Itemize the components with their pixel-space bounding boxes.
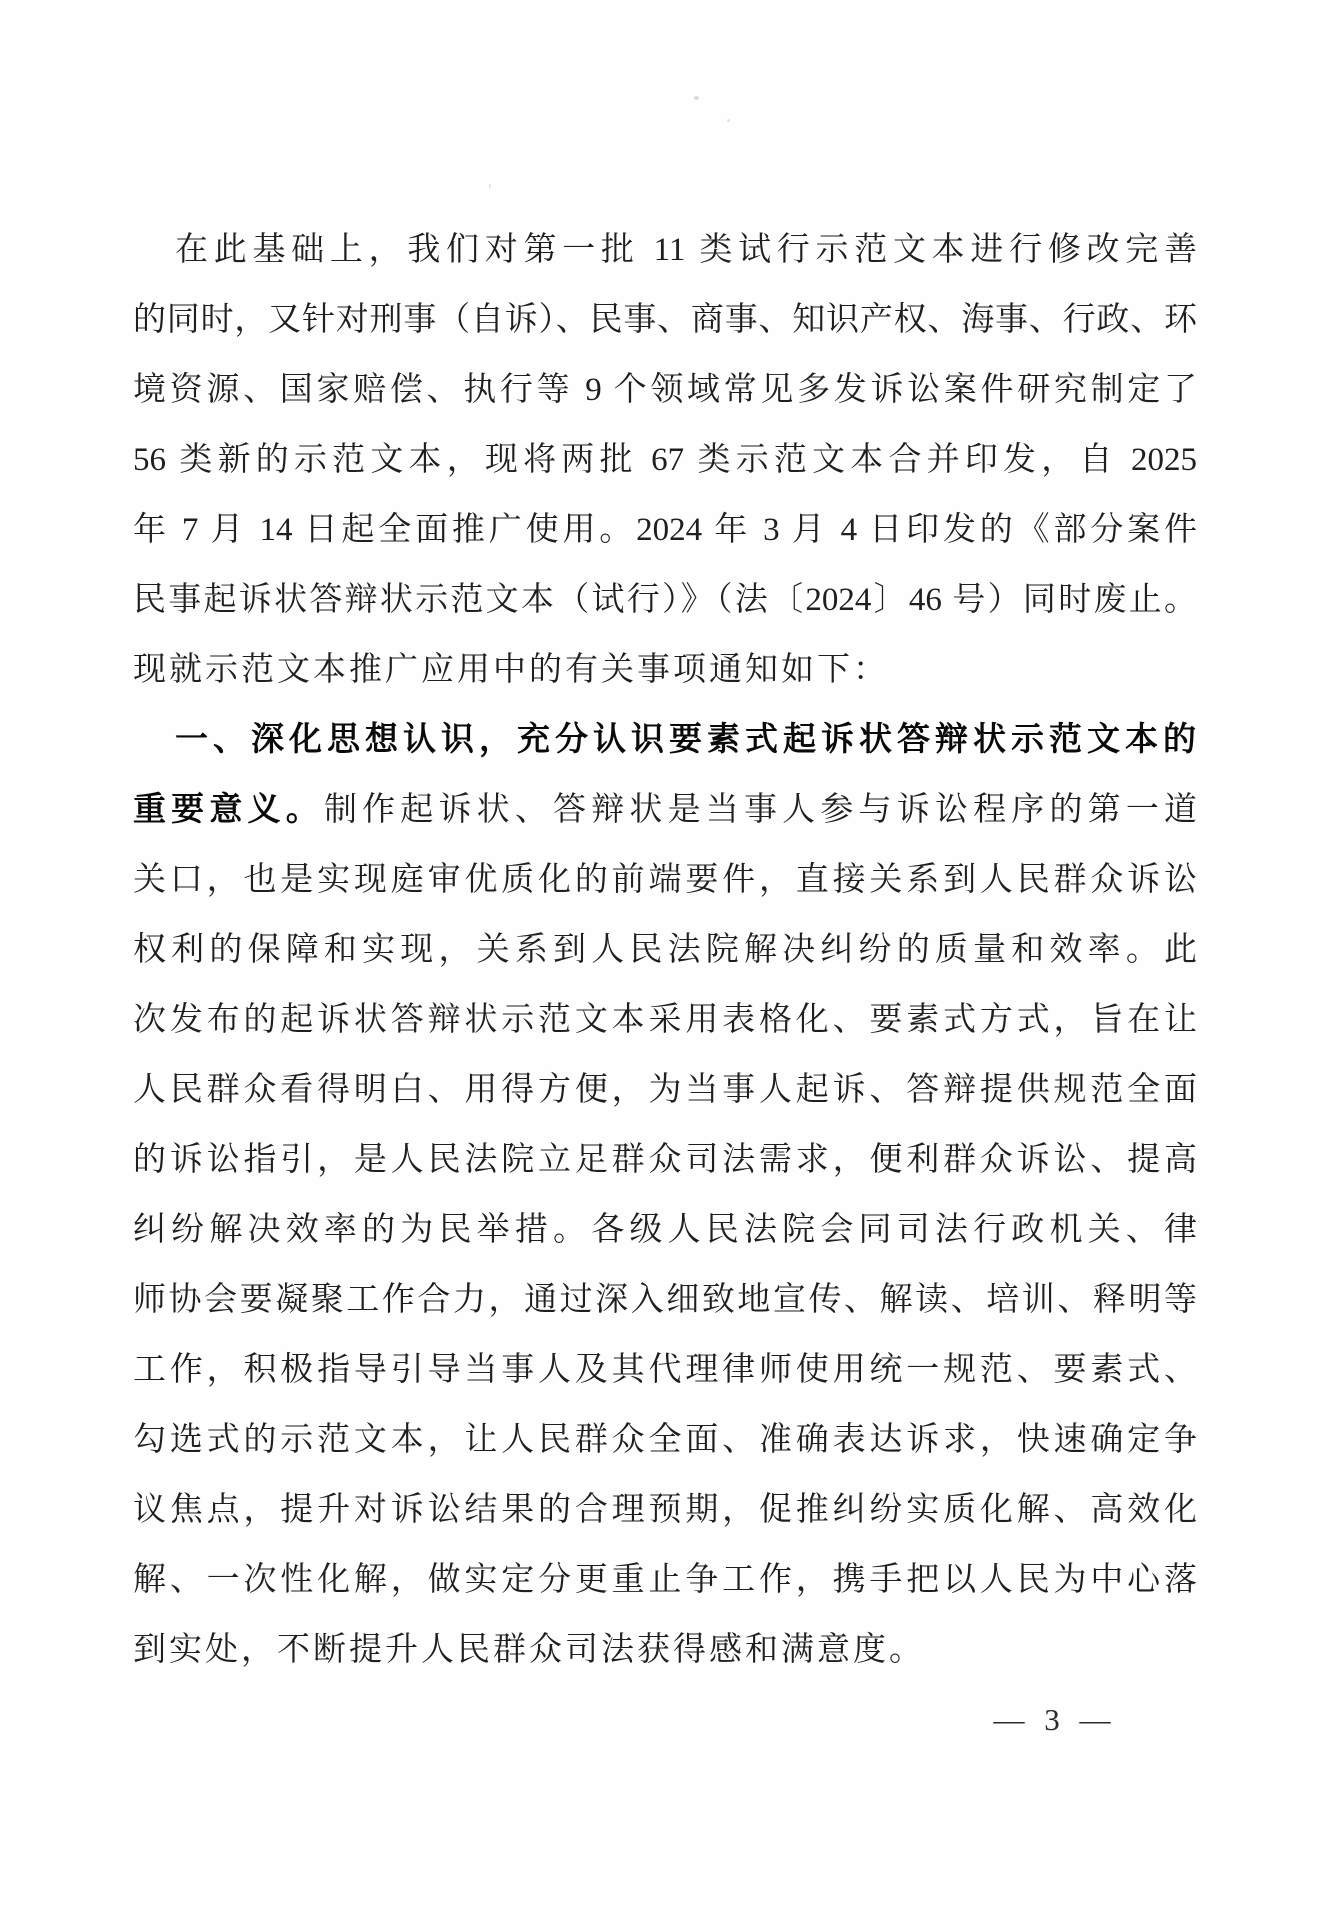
section-heading: 一、深化思想认识，充分认识要素式起诉状答辩状示范文本的 [175,720,1197,757]
text-line: 到实处，不断提升人民群众司法获得感和满意度。 [133,1632,925,1668]
text-line: 次发布的起诉状答辩状示范文本采用表格化、要素式方式，旨在让 [133,1002,1197,1038]
page-number: — 3 — [993,1702,1117,1737]
text-line: 的诉讼指引，是人民法院立足群众司法需求，便利群众诉讼、提高 [133,1142,1197,1178]
scan-speck [727,119,730,122]
text-line: 纠纷解决效率的为民举措。各级人民法院会同司法行政机关、律 [133,1212,1197,1248]
scan-speck [694,96,699,100]
text-line: 师协会要凝聚工作合力，通过深入细致地宣传、解读、培训、释明等 [133,1282,1197,1318]
text-line: 关口，也是实现庭审优质化的前端要件，直接关系到人民群众诉讼 [133,862,1197,898]
text-line: 年 7 月 14 日起全面推广使用。2024 年 3 月 4 日印发的《部分案件 [133,512,1198,548]
text-line: 勾选式的示范文本，让人民群众全面、准确表达诉求，快速确定争 [133,1422,1197,1458]
text-line: 工作，积极指导引导当事人及其代理律师使用统一规范、要素式、 [133,1352,1197,1388]
text-line: 民事起诉状答辩状示范文本（试行）》（法〔2024〕46 号）同时废止。 [133,582,1197,618]
scan-speck [489,184,491,188]
text-line: 现就示范文本推广应用中的有关事项通知如下： [133,652,889,688]
text-line: 权利的保障和实现，关系到人民法院解决纠纷的质量和效率。此 [133,932,1197,968]
text-line: 56 类新的示范文本，现将两批 67 类示范文本合并印发，自 2025 [133,442,1197,478]
text-line: 重要意义。制作起诉状、答辩状是当事人参与诉讼程序的第一道 [133,790,1198,828]
text-line: 人民群众看得明白、用得方便，为当事人起诉、答辩提供规范全面 [133,1072,1197,1108]
text-line: 境资源、国家赔偿、执行等 9 个领域常见多发诉讼案件研究制定了 [133,372,1197,408]
document-body [133,214,1197,1684]
text-line: 在此基础上，我们对第一批 11 类试行示范文本进行修改完善 [175,232,1197,268]
text-line: 解、一次性化解，做实定分更重止争工作，携手把以人民为中心落 [133,1562,1197,1598]
text-line: 议焦点，提升对诉讼结果的合理预期，促推纠纷实质化解、高效化 [133,1492,1197,1528]
text-line: 的同时，又针对刑事（自诉）、民事、商事、知识产权、海事、行政、环 [133,302,1197,338]
